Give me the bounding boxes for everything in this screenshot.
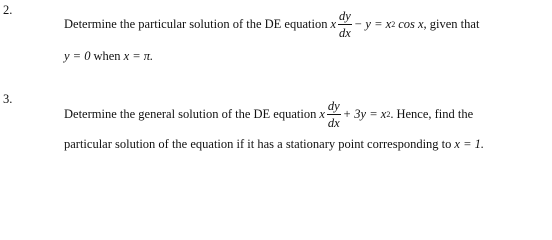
question-2-line-2 bbox=[64, 49, 153, 64]
condition-rhs: x = π. bbox=[123, 49, 154, 63]
equation-rest: + 3y = x bbox=[342, 107, 387, 121]
derivative-fraction bbox=[327, 100, 341, 129]
stationary-point-condition: x = 1. bbox=[454, 137, 485, 151]
derivative-fraction bbox=[338, 10, 352, 39]
equation-variable: x bbox=[319, 107, 325, 121]
question-3-line-2 bbox=[64, 137, 484, 152]
question-2-line-1: Determine the particular solution of the DE equation x $\frac{dy}{dx}$ − y = x 2 cos x , given that bbox=[64, 9, 480, 40]
equation-tail: cos x bbox=[398, 17, 424, 31]
question-number: 3. bbox=[3, 92, 13, 106]
fraction-denominator: dx bbox=[339, 25, 351, 40]
fraction-numerator: dy bbox=[339, 9, 351, 23]
question-text: Determine the general solution of the DE equation bbox=[64, 107, 317, 121]
question-text-after: , given that bbox=[423, 17, 480, 31]
question-text-line-2: particular solution of the equation if it has a stationary point corresponding to bbox=[64, 137, 452, 151]
question-3-line-1: Determine the general solution of the DE equation x $\frac{dy}{dx}$ + 3y = x 2 . Hence, find the bbox=[64, 99, 474, 130]
fraction-numerator: dy bbox=[327, 99, 340, 113]
question-number: 2. bbox=[3, 3, 13, 17]
equation-variable: x bbox=[330, 17, 337, 31]
equation-tail: . bbox=[390, 107, 394, 121]
condition-lhs: y = 0 bbox=[64, 49, 91, 63]
equation-rest: − y = x bbox=[353, 17, 392, 31]
condition-word: when bbox=[93, 49, 121, 63]
question-text-after: Hence, find the bbox=[396, 107, 474, 121]
question-text: Determine the particular solution of the DE equation bbox=[64, 17, 328, 31]
fraction-denominator: dx bbox=[327, 115, 340, 130]
